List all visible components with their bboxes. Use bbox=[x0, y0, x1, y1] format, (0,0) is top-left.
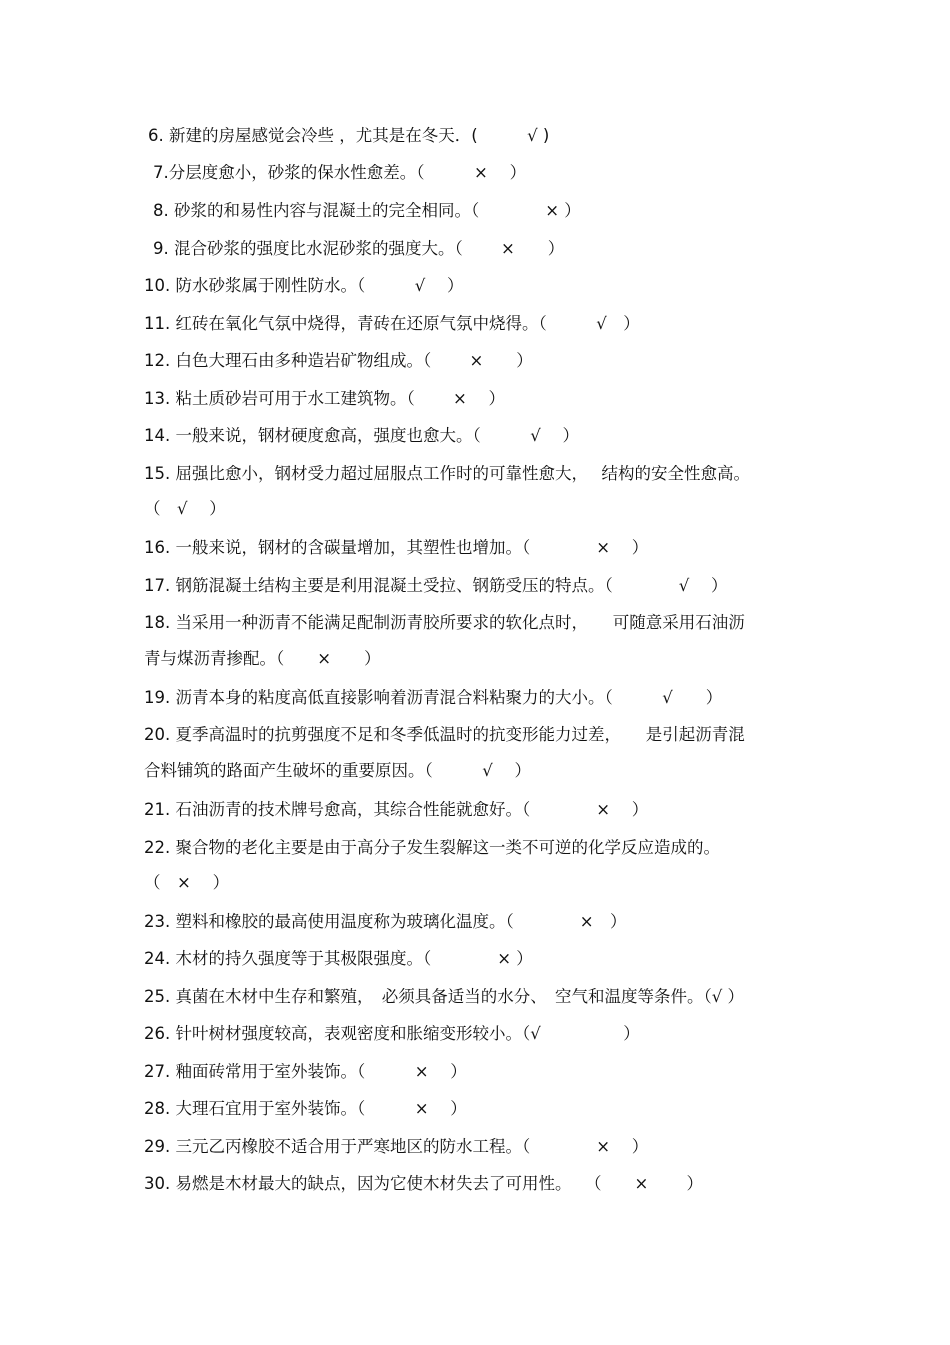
question-10: 10. 防水砂浆属于刚性防水。（ √ ） bbox=[144, 276, 464, 295]
question-22-line-1: 22. 聚合物的老化主要是由于高分子发生裂解这一类不可逆的化学反应造成的。 bbox=[144, 838, 720, 857]
question-18-line-2: 青与煤沥青掺配。（ × ） bbox=[144, 649, 381, 668]
question-22-line-2: （ × ） bbox=[144, 873, 230, 892]
question-28: 28. 大理石宜用于室外装饰。（ × ） bbox=[144, 1099, 467, 1118]
question-19: 19. 沥青本身的粘度高低直接影响着沥青混合料粘聚力的大小。（ √ ） bbox=[144, 688, 723, 707]
question-23: 23. 塑料和橡胶的最高使用温度称为玻璃化温度。（ × ） bbox=[144, 912, 627, 931]
question-27: 27. 釉面砖常用于室外装饰。（ × ） bbox=[144, 1062, 467, 1081]
question-12: 12. 白色大理石由多种造岩矿物组成。（ × ） bbox=[144, 351, 533, 370]
question-15-line-1: 15. 屈强比愈小，钢材受力超过屈服点工作时的可靠性愈大， 结构的安全性愈高。 bbox=[144, 464, 750, 483]
question-30: 30. 易燃是木材最大的缺点，因为它使木材失去了可用性。 （ × ） bbox=[144, 1174, 704, 1193]
question-21: 21. 石油沥青的技术牌号愈高，其综合性能就愈好。（ × ） bbox=[144, 800, 649, 819]
question-11: 11. 红砖在氧化气氛中烧得，青砖在还原气氛中烧得。（ √ ） bbox=[144, 314, 640, 333]
question-20-line-2: 合料铺筑的路面产生破坏的重要原因。（ √ ） bbox=[144, 761, 532, 780]
question-20-line-1: 20. 夏季高温时的抗剪强度不足和冬季低温时的抗变形能力过差， 是引起沥青混 bbox=[144, 725, 745, 744]
question-8: 8. 砂浆的和易性内容与混凝土的完全相同。（ × ） bbox=[153, 201, 581, 220]
question-17: 17. 钢筋混凝土结构主要是利用混凝土受拉、钢筋受压的特点。（ √ ） bbox=[144, 576, 728, 595]
question-7: 7.分层度愈小，砂浆的保水性愈差。（ × ） bbox=[153, 163, 527, 182]
question-9: 9. 混合砂浆的强度比水泥砂浆的强度大。（ × ） bbox=[153, 239, 565, 258]
question-6: 6. 新建的房屋感觉会冷些 ，尤其是在冬天．( √ ) bbox=[148, 126, 550, 145]
question-16: 16. 一般来说，钢材的含碳量增加，其塑性也增加。（ × ） bbox=[144, 538, 649, 557]
question-14: 14. 一般来说，钢材硬度愈高，强度也愈大。（ √ ） bbox=[144, 426, 579, 445]
question-24: 24. 木材的持久强度等于其极限强度。（ × ） bbox=[144, 949, 533, 968]
question-15-line-2: （ √ ） bbox=[144, 499, 226, 518]
question-18-line-1: 18. 当采用一种沥青不能满足配制沥青胶所要求的软化点时， 可随意采用石油沥 bbox=[144, 613, 745, 632]
question-29: 29. 三元乙丙橡胶不适合用于严寒地区的防水工程。（ × ） bbox=[144, 1137, 649, 1156]
question-26: 26. 针叶树材强度较高，表观密度和胀缩变形较小。（√ ） bbox=[144, 1024, 640, 1043]
question-25: 25. 真菌在木材中生存和繁殖， 必须具备适当的水分、 空气和温度等条件。（√ ） bbox=[144, 987, 744, 1006]
question-13: 13. 粘土质砂岩可用于水工建筑物。（ × ） bbox=[144, 389, 506, 408]
